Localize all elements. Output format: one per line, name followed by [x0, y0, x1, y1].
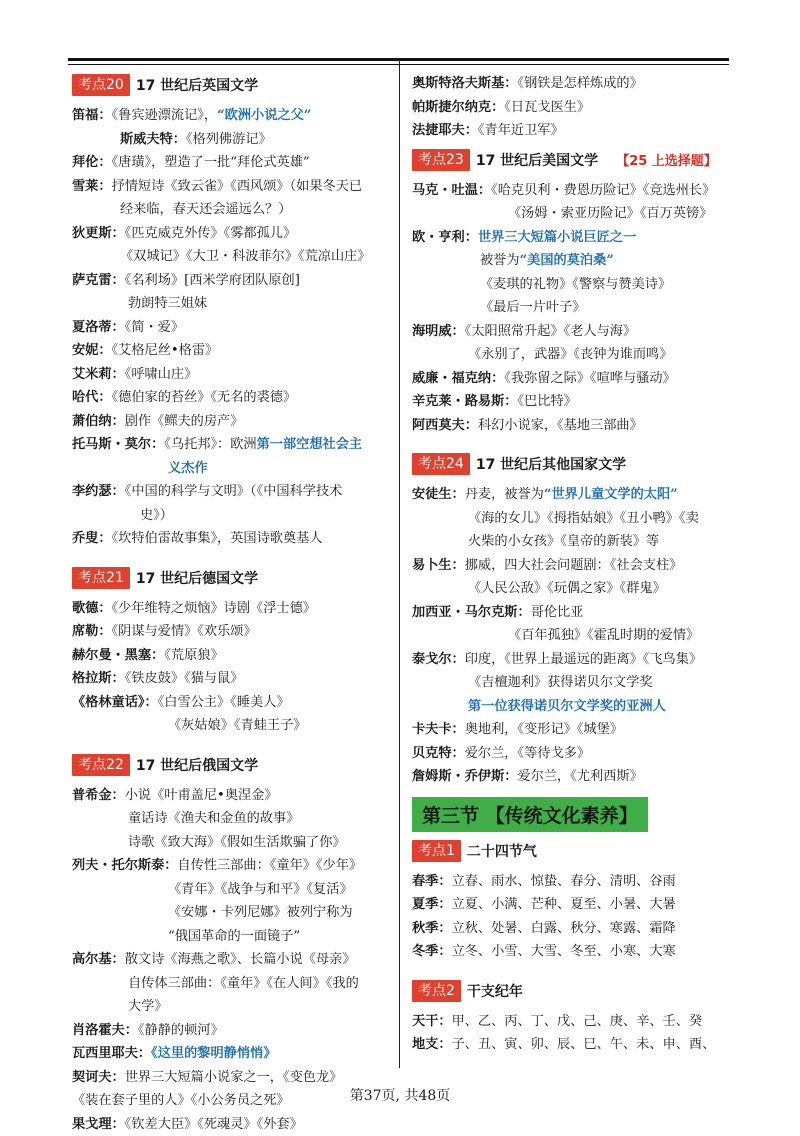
text-line — [412, 249, 730, 273]
term-text: 火柴的小女孩》《皇帝的新装》等 — [468, 534, 659, 549]
term-text: 《青年》《战争与和平》《复活》 — [168, 882, 353, 897]
term-text: 经来临，春天还会遥远么？） — [120, 202, 291, 217]
text-line — [72, 667, 390, 691]
term-text: 世界三大短篇小说家之一，《变色龙》 — [125, 1070, 343, 1085]
text-line — [412, 870, 730, 894]
text-line — [412, 507, 730, 531]
text-line — [72, 363, 390, 387]
term-label: 果戈理： — [72, 1117, 125, 1132]
section-header-k2 — [412, 978, 730, 1004]
text-line — [72, 339, 390, 363]
term-text: 爱尔兰，《尤利西斯》 — [518, 769, 643, 784]
term-text: 《德伯家的苔丝》《无名的裘德》 — [112, 390, 297, 405]
term-label: 萨克雷： — [72, 273, 125, 288]
term-text: 《吉檀迦利》获得诺贝尔文学奖 — [468, 675, 653, 690]
term-text: 《巴比特》 — [518, 394, 577, 409]
term-text: 剧作《鳏夫的房产》 — [125, 414, 244, 429]
term-label: 歌德： — [72, 601, 112, 616]
term-text: 《灰姑娘》《青蛙王子》 — [168, 718, 306, 733]
text-line — [412, 72, 730, 96]
text-line — [72, 854, 390, 878]
section-title: 干支纪年 — [467, 981, 523, 1001]
section-body-22 — [72, 784, 390, 1136]
highlight-text: 《这里的黎明静悄悄》 — [151, 1046, 276, 1061]
term-text: 立冬、小雪、大雪、冬至、小寒、大寒 — [452, 944, 676, 959]
text-line — [72, 198, 390, 222]
term-text: 《安娜・卡列尼娜》被列宁称为 — [168, 905, 353, 920]
term-text: 《铁皮鼓》《猫与鼠》 — [125, 671, 244, 686]
term-text: 子、丑、寅、卯、辰、巳、午、未、申、酉、 — [452, 1037, 716, 1052]
section-badge: 考点2 — [412, 980, 461, 1002]
term-text: 《我弥留之际》《喧哗与骚动》 — [504, 371, 675, 386]
section-badge: 考点1 — [412, 840, 461, 862]
text-line — [412, 320, 730, 344]
highlight-text: 第一部空想社会主 — [257, 437, 363, 452]
section-badge: 考点20 — [72, 74, 130, 96]
text-line — [72, 527, 390, 551]
text-line — [412, 96, 730, 120]
term-label: 斯威夫特： — [120, 132, 186, 147]
term-text: 《呼啸山庄》 — [125, 367, 198, 382]
term-label: 普希金： — [72, 788, 125, 803]
term-label: 乔叟： — [72, 531, 112, 546]
term-text: 《日瓦戈医生》 — [504, 100, 590, 115]
term-label: 欧・亨利： — [412, 230, 478, 245]
text-line — [72, 151, 390, 175]
text-line — [412, 554, 730, 578]
term-text: 印度，《世界上最遥远的距离》《飞鸟集》 — [465, 652, 702, 667]
term-label: 卡夫卡： — [412, 722, 465, 737]
section-title: 17 世纪后美国文学 — [476, 150, 598, 170]
term-text: 抒情短诗《致云雀》《西风颂》（如果冬天已 — [112, 179, 363, 194]
section-title: 二十四节气 — [467, 841, 537, 861]
text-line — [72, 269, 390, 293]
term-text: 史》） — [140, 508, 173, 523]
term-label: 安徒生： — [412, 487, 465, 502]
section-body-24 — [412, 483, 730, 789]
text-line — [72, 644, 390, 668]
term-text: 《双城记》《大卫・科波菲尔》《荒凉山庄》 — [120, 249, 371, 264]
text-line — [72, 925, 390, 949]
text-line — [72, 1019, 390, 1043]
term-text: 《最后一片叶子》 — [480, 300, 586, 315]
section-body-23 — [412, 179, 730, 438]
term-text: 《白雪公主》《睡美人》 — [158, 695, 290, 710]
text-line — [72, 620, 390, 644]
term-text: 大学》 — [128, 999, 168, 1014]
section-badge: 考点22 — [72, 754, 130, 776]
term-text: 《中国的科学与文明》（《中国科学技术 — [125, 484, 343, 499]
text-line — [412, 671, 730, 695]
term-text: 《阴谋与爱情》《欢乐颂》 — [112, 624, 257, 639]
term-text: 《名利场》[西米学府团队原创] — [125, 273, 300, 288]
term-text: 勃朗特三姐妹 — [128, 296, 207, 311]
text-line — [412, 742, 730, 766]
term-label: 萧伯纳： — [72, 414, 125, 429]
text-line — [412, 648, 730, 672]
section-body-k1 — [412, 870, 730, 964]
term-text: 《少年维特之烦恼》诗剧《浮士德》 — [112, 601, 316, 616]
term-text: 《海的女儿》《拇指姑娘》《丑小鸭》《卖 — [468, 511, 699, 526]
term-text: 《装在套子里的人》《小公务员之死》 — [72, 1093, 290, 1108]
term-text: 《坎特伯雷故事集》，英国诗歌奠基人 — [112, 531, 323, 546]
text-line — [412, 483, 730, 507]
text-line — [412, 1010, 730, 1034]
section-header-20 — [72, 72, 390, 98]
term-text: 《钦差大臣》《死魂灵》《外套》 — [125, 1117, 303, 1132]
text-line — [412, 695, 730, 719]
highlight-text: “世界儿童文学的太阳” — [544, 487, 678, 502]
term-text: 立春、雨水、惊蛰、春分、清明、谷雨 — [452, 874, 676, 889]
term-text: 《匹克威克外传》《雾都孤儿》 — [125, 226, 296, 241]
term-text: 《格列佛游记》 — [186, 132, 272, 147]
term-text: 小说《叶甫盖尼•奥涅金》 — [125, 788, 278, 803]
section-body-20 — [72, 104, 390, 551]
term-label: 帕斯捷尔纳克： — [412, 100, 504, 115]
highlight-text: 义杰作 — [168, 461, 208, 476]
text-line — [72, 714, 390, 738]
term-text: 丹麦，被誉为 — [465, 487, 544, 502]
term-text: 科幻小说家，《基地三部曲》 — [478, 418, 643, 433]
term-label: 列夫・托尔斯泰： — [72, 858, 178, 873]
text-line — [72, 222, 390, 246]
text-line — [412, 179, 730, 203]
term-label: 贝克特： — [412, 746, 465, 761]
term-text: 立夏、小满、芒种、夏至、小暑、大暑 — [452, 897, 676, 912]
term-label: 狄更斯： — [72, 226, 125, 241]
term-label: 高尔基： — [72, 952, 125, 967]
term-label: 天干： — [412, 1014, 452, 1029]
section-title: 17 世纪后俄国文学 — [136, 755, 258, 775]
text-line — [412, 718, 730, 742]
section-header-24 — [412, 451, 730, 477]
column-divider — [399, 60, 400, 1068]
term-label: 李约瑟： — [72, 484, 125, 499]
term-label: 笛福： — [72, 108, 112, 123]
text-line — [72, 1113, 390, 1136]
term-label: 托马斯・莫尔： — [72, 437, 164, 452]
page-footer: 第37页, 共48页 — [0, 1085, 800, 1105]
term-text: 《太阳照常升起》《老人与海》 — [465, 324, 636, 339]
term-label: 奥斯特洛夫斯基： — [412, 76, 518, 91]
term-label: 肖洛霍夫： — [72, 1023, 138, 1038]
term-label: 艾米莉： — [72, 367, 125, 382]
text-line — [412, 414, 730, 438]
term-text: 被誉为 — [480, 253, 520, 268]
section-badge: 考点24 — [412, 453, 470, 475]
text-line — [412, 940, 730, 964]
section-title: 17 世纪后其他国家文学 — [476, 454, 626, 474]
section-badge: 考点21 — [72, 567, 130, 589]
section-body-russia-cont — [412, 72, 730, 143]
term-text: 甲、乙、丙、丁、戊、己、庚、辛、壬、癸 — [452, 1014, 703, 1029]
text-line — [72, 901, 390, 925]
text-line — [72, 995, 390, 1019]
text-line — [72, 948, 390, 972]
section-header-23 — [412, 147, 730, 173]
chapter-banner: 第三节 【传统文化素养】 — [412, 797, 648, 832]
term-text: 自传性三部曲：《童年》《少年》 — [178, 858, 363, 873]
term-text: 挪威，四大社会问题剧：《社会支柱》 — [465, 558, 683, 573]
term-text: 《永别了，武器》《丧钟为谁而鸣》 — [468, 347, 672, 362]
term-label: 安妮： — [72, 343, 112, 358]
text-line — [412, 893, 730, 917]
term-label: 阿西莫夫： — [412, 418, 478, 433]
term-text: 《艾格尼丝•格雷》 — [112, 343, 219, 358]
term-text: 诗歌《致大海》《假如生活欺骗了你》 — [128, 835, 346, 850]
text-line — [412, 273, 730, 297]
term-text: 爱尔兰，《等待戈多》 — [465, 746, 590, 761]
term-text: 《钢铁是怎样炼成的》 — [518, 76, 643, 91]
term-label: 秋季： — [412, 921, 452, 936]
term-text: 童话诗《渔夫和金鱼的故事》 — [128, 811, 299, 826]
term-text: 《乌托邦》：欧洲 — [164, 437, 256, 452]
term-text: 立秋、处暑、白露、秋分、寒露、霜降 — [452, 921, 676, 936]
text-line — [72, 597, 390, 621]
text-line — [72, 245, 390, 269]
text-line — [72, 104, 390, 128]
term-text: “俄国革命的一面镜子” — [168, 929, 300, 944]
section-title: 17 世纪后德国文学 — [136, 568, 258, 588]
term-text: 哥伦比亚 — [531, 605, 584, 620]
text-line — [412, 296, 730, 320]
text-line — [72, 292, 390, 316]
exam-tag: 【25 上选择题】 — [616, 150, 717, 169]
highlight-text: “美国的莫泊桑” — [520, 253, 614, 268]
term-text: 《人民公敌》《玩偶之家》《群鬼》 — [468, 581, 666, 596]
term-label: 席勒： — [72, 624, 112, 639]
text-line — [412, 530, 730, 554]
text-line — [72, 691, 390, 715]
term-label: 海明威： — [412, 324, 465, 339]
text-line — [72, 386, 390, 410]
term-text: 《汤姆・索亚历险记》《百万英镑》 — [508, 206, 712, 221]
term-label: 契诃夫： — [72, 1070, 125, 1085]
term-label: 瓦西里耶夫： — [72, 1046, 151, 1061]
term-label: 辛克莱・路易斯： — [412, 394, 518, 409]
section-header-21 — [72, 565, 390, 591]
section-title: 17 世纪后英国文学 — [136, 75, 258, 95]
term-label: 马克・吐温： — [412, 183, 491, 198]
text-line — [72, 878, 390, 902]
text-line — [412, 601, 730, 625]
term-text: 奥地利，《变形记》《城堡》 — [465, 722, 623, 737]
text-line — [412, 202, 730, 226]
highlight-text: 第一位获得诺贝尔文学奖的亚洲人 — [468, 699, 666, 714]
text-line — [412, 367, 730, 391]
text-line — [72, 1042, 390, 1066]
term-label: 易卜生： — [412, 558, 465, 573]
text-line — [72, 504, 390, 528]
term-label: 夏季： — [412, 897, 452, 912]
text-line — [412, 624, 730, 648]
left-column — [72, 72, 390, 1136]
text-line — [412, 226, 730, 250]
section-header-22 — [72, 752, 390, 778]
text-line — [412, 577, 730, 601]
term-label: 《格林童话》： — [72, 695, 158, 710]
term-text: 《青年近卫军》 — [478, 123, 564, 138]
term-text: 《麦琪的礼物》《警察与赞美诗》 — [480, 277, 671, 292]
text-line — [72, 807, 390, 831]
term-label: 威廉・福克纳： — [412, 371, 504, 386]
term-label: 詹姆斯・乔伊斯： — [412, 769, 518, 784]
highlight-text: “欧洲小说之父” — [217, 108, 311, 123]
text-line — [72, 831, 390, 855]
term-label: 地支： — [412, 1037, 452, 1052]
text-line — [412, 917, 730, 941]
text-line — [72, 410, 390, 434]
text-line — [72, 457, 390, 481]
term-text: 《哈克贝利・费恩历险记》《竞选州长》 — [491, 183, 715, 198]
text-line — [72, 784, 390, 808]
term-text: 散文诗《海燕之歌》、长篇小说《母亲》 — [125, 952, 356, 967]
term-label: 法捷耶夫： — [412, 123, 478, 138]
term-label: 夏洛蒂： — [72, 320, 125, 335]
right-column — [412, 72, 730, 1057]
term-label: 冬季： — [412, 944, 452, 959]
section-body-k2 — [412, 1010, 730, 1057]
text-line — [72, 316, 390, 340]
term-text: 《唐璜》，塑造了一批“拜伦式英雄” — [112, 155, 310, 170]
term-label: 格拉斯： — [72, 671, 125, 686]
section-badge: 考点23 — [412, 149, 470, 171]
text-line — [412, 765, 730, 789]
text-line — [412, 1033, 730, 1057]
text-line — [412, 343, 730, 367]
term-label: 泰戈尔： — [412, 652, 465, 667]
term-label: 哈代： — [72, 390, 112, 405]
term-text: 《简・爱》 — [125, 320, 184, 335]
section-header-k1 — [412, 838, 730, 864]
term-label: 春季： — [412, 874, 452, 889]
term-label: 赫尔曼・黑塞： — [72, 648, 164, 663]
term-text: 《静静的顿河》 — [138, 1023, 224, 1038]
term-text: 《荒原狼》 — [164, 648, 223, 663]
text-line — [412, 119, 730, 143]
term-label: 拜伦： — [72, 155, 112, 170]
section-body-21 — [72, 597, 390, 738]
text-line — [72, 175, 390, 199]
term-label: 雪莱： — [72, 179, 112, 194]
term-text: 《鲁宾逊漂流记》， — [112, 108, 218, 123]
term-label: 加西亚・马尔克斯： — [412, 605, 531, 620]
term-text: 自传体三部曲：《童年》《在人间》《我的 — [128, 976, 359, 991]
text-line — [412, 390, 730, 414]
text-line — [72, 433, 390, 457]
highlight-text: 世界三大短篇小说巨匠之一 — [478, 230, 636, 245]
text-line — [72, 128, 390, 152]
text-line — [72, 972, 390, 996]
text-line — [72, 480, 390, 504]
term-text: 《百年孤独》《霍乱时期的爱情》 — [508, 628, 699, 643]
